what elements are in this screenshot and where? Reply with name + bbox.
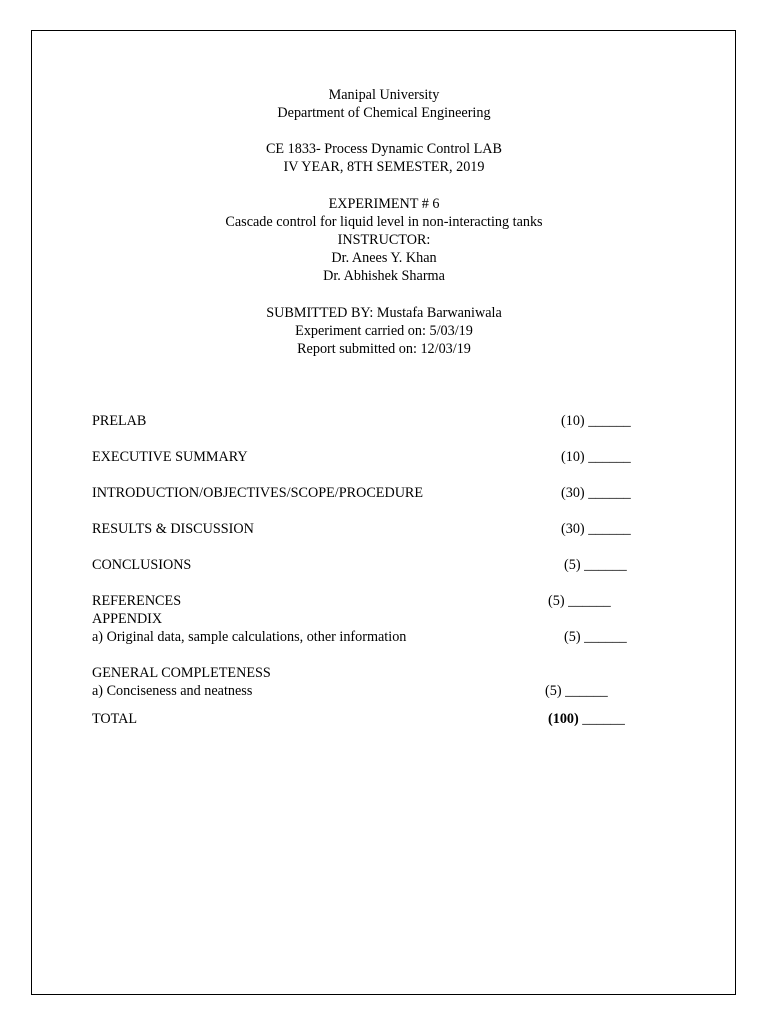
rubric-total-label: TOTAL (92, 711, 138, 727)
rubric-prelab-score (561, 412, 631, 430)
rubric-appendix-label: APPENDIX (92, 611, 163, 627)
year-semester: IV YEAR, 8TH SEMESTER, 2019 (283, 159, 485, 175)
rubric-references-points: (5) (548, 593, 565, 609)
rubric-executive-summary-blank: ______ (588, 449, 631, 465)
rubric-total-blank: ______ (582, 711, 625, 727)
rubric-executive-summary-points: (10) (561, 449, 585, 465)
experiment-number: EXPERIMENT # 6 (328, 196, 440, 212)
rubric-general-label: GENERAL COMPLETENESS (92, 665, 271, 681)
submitted-on-date: Report submitted on: 12/03/19 (297, 341, 471, 357)
rubric-appendix-a-label: a) Original data, sample calculations, other information (92, 629, 407, 645)
rubric-references-label: REFERENCES (92, 593, 182, 609)
rubric-general-a-label: a) Conciseness and neatness (92, 683, 253, 699)
rubric-references-blank: ______ (568, 593, 611, 609)
instructor-1: Dr. Anees Y. Khan (331, 250, 437, 266)
rubric-general-a-points: (5) (545, 683, 562, 699)
rubric-prelab-points: (10) (561, 413, 585, 429)
experiment-title: Cascade control for liquid level in non-interacting tanks (225, 214, 543, 230)
course-title: CE 1833- Process Dynamic Control LAB (265, 141, 503, 157)
rubric-total-score (548, 710, 625, 728)
rubric-conclusions-points: (5) (564, 557, 581, 573)
university-name: Manipal University (328, 87, 440, 103)
rubric-executive-summary-label: EXECUTIVE SUMMARY (92, 449, 248, 465)
rubric-results-label: RESULTS & DISCUSSION (92, 521, 254, 537)
rubric-conclusions-score (564, 556, 627, 574)
rubric-prelab-label: PRELAB (92, 413, 147, 429)
rubric-introduction-score (561, 484, 631, 502)
instructor-label: INSTRUCTOR: (337, 232, 431, 248)
submitted-by: SUBMITTED BY: Mustafa Barwaniwala (266, 305, 502, 321)
rubric-appendix-a-blank: ______ (584, 629, 627, 645)
rubric-introduction-label: INTRODUCTION/OBJECTIVES/SCOPE/PROCEDURE (92, 485, 424, 501)
rubric-results-score (561, 520, 631, 538)
department-name: Department of Chemical Engineering (277, 105, 491, 121)
carried-on-date: Experiment carried on: 5/03/19 (295, 323, 473, 339)
rubric-general-a-blank: ______ (565, 683, 608, 699)
rubric-total-points: (100) (548, 711, 579, 727)
rubric-executive-summary-score (561, 448, 631, 466)
rubric-results-points: (30) (561, 521, 585, 537)
rubric-introduction-points: (30) (561, 485, 585, 501)
rubric-introduction-blank: ______ (588, 485, 631, 501)
rubric-conclusions-label: CONCLUSIONS (92, 557, 192, 573)
rubric-conclusions-blank: ______ (584, 557, 627, 573)
rubric-results-blank: ______ (588, 521, 631, 537)
instructor-2: Dr. Abhishek Sharma (323, 268, 445, 284)
rubric-general-a-score (545, 682, 608, 700)
rubric-appendix-a-score (564, 628, 627, 646)
rubric-references-score (548, 592, 611, 610)
rubric-appendix-a-points: (5) (564, 629, 581, 645)
rubric-prelab-blank: ______ (588, 413, 631, 429)
